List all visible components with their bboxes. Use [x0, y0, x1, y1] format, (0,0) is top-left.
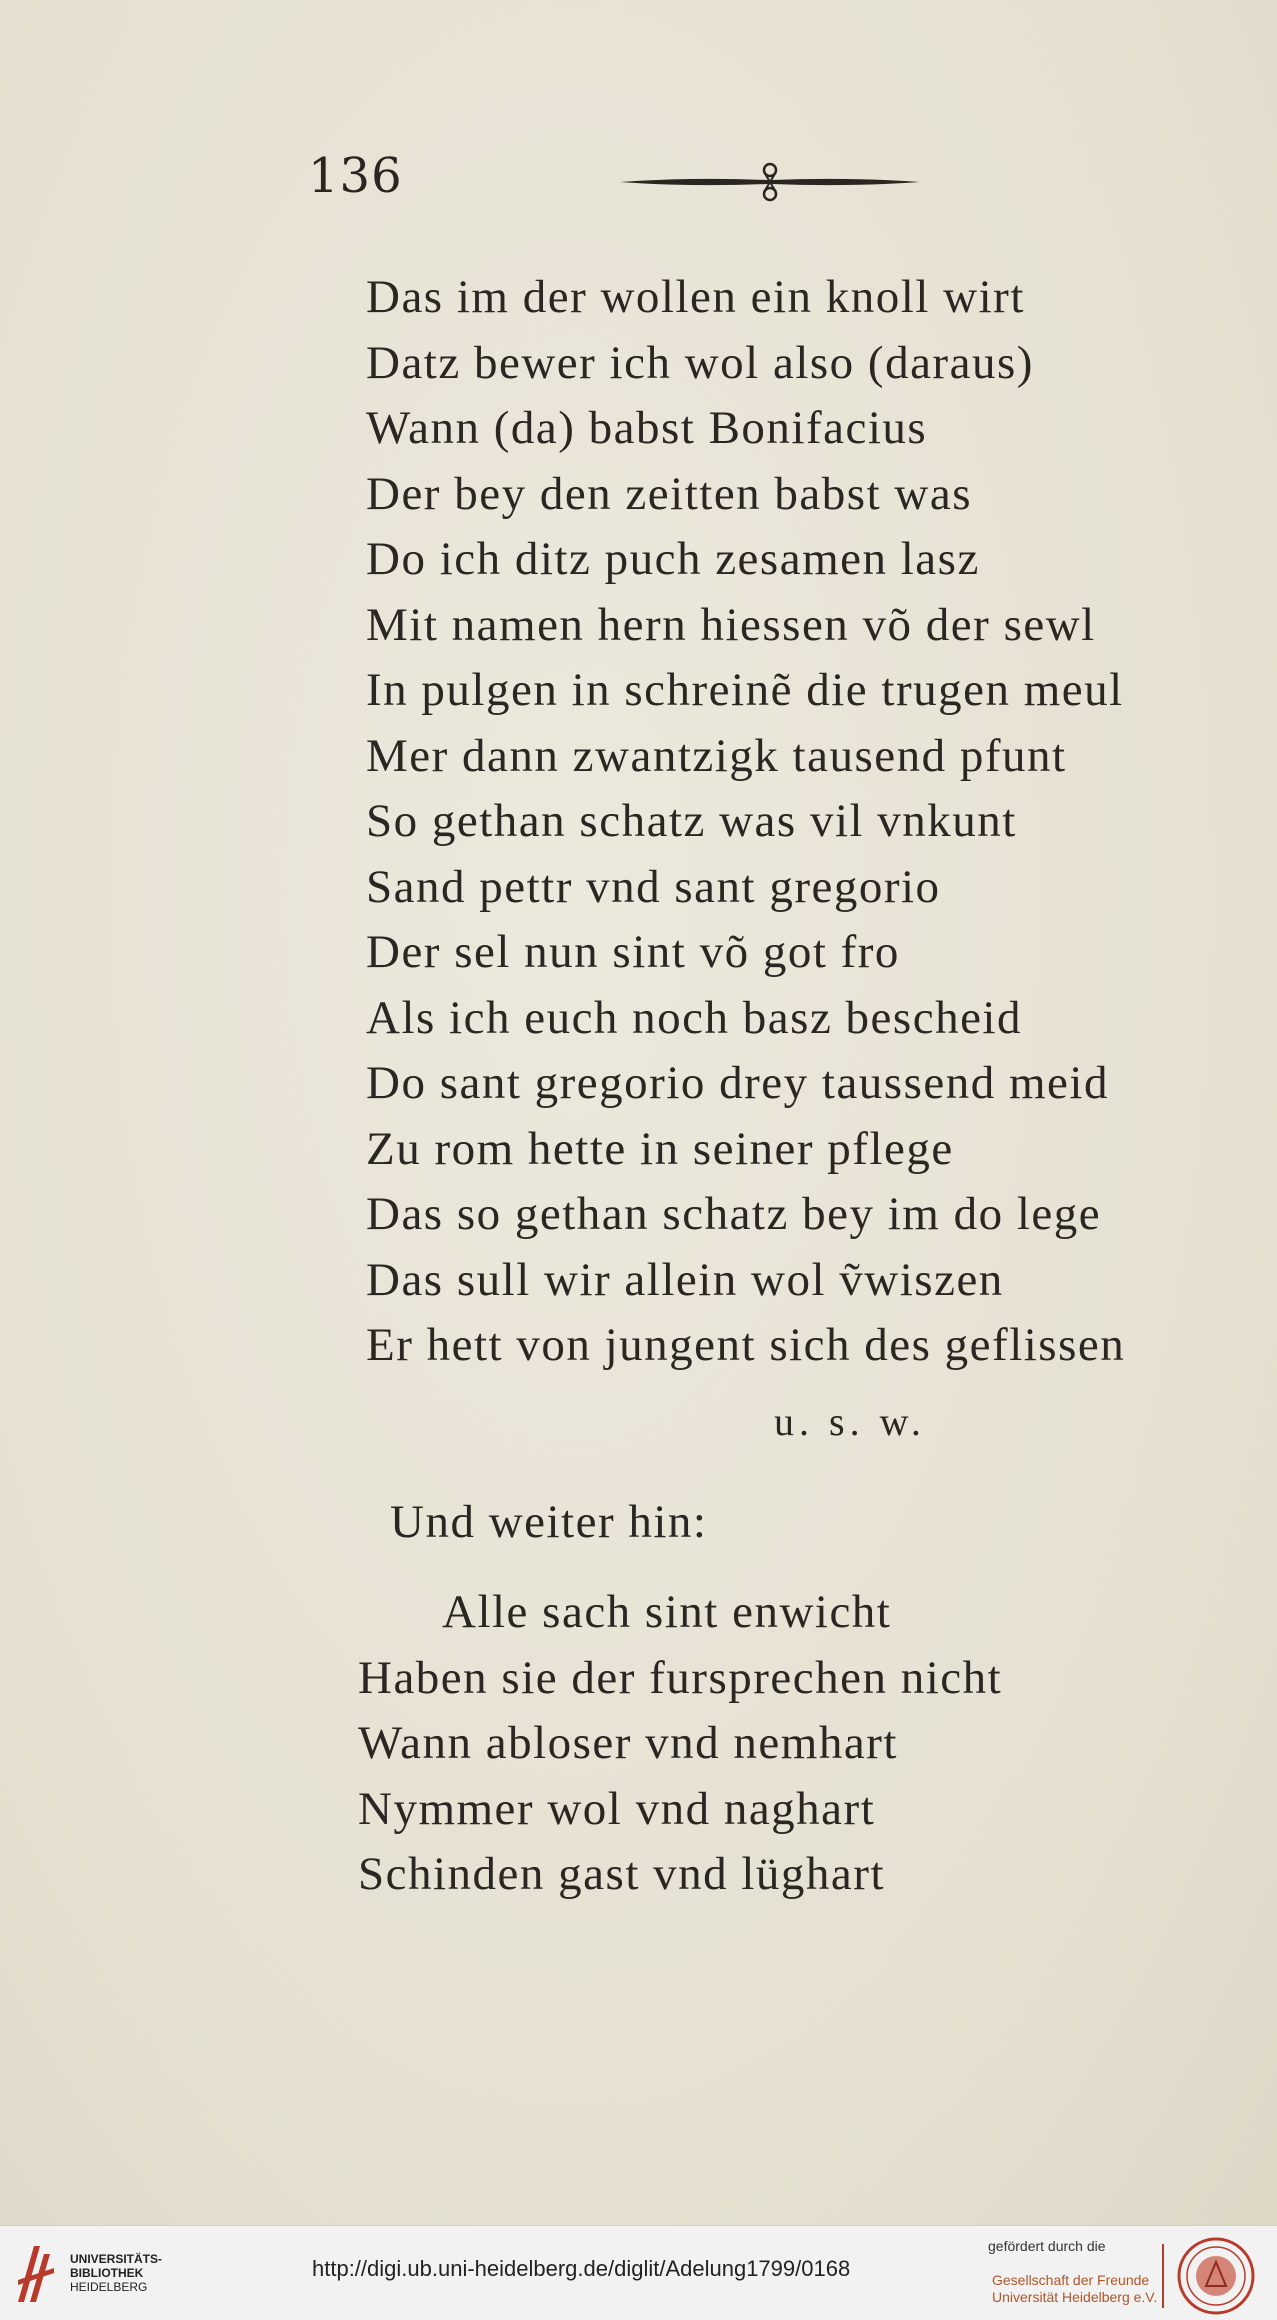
verse-line: Do ich ditz puch zesamen lasz [366, 533, 980, 585]
verse-line: Mit namen hern hiessen võ der sewl [366, 598, 1096, 651]
verse-line: Zu rom hette in seiner pflege [366, 1122, 954, 1175]
sponsor-line: Gesellschaft der Freunde [992, 2272, 1150, 2288]
verse-line: Do sant gregorio drey taussend meid [366, 1057, 1109, 1109]
verse-line: Wann (da) babst Bonifacius [366, 402, 928, 454]
footer-divider [1162, 2244, 1164, 2308]
sponsor-line: Universität Heidelberg e.V. [992, 2289, 1158, 2305]
verse-line: So gethan schatz was vil vnkunt [366, 795, 1017, 847]
verse-line: In pulgen in schreinẽ die trugen meul [366, 664, 1124, 716]
verse-line: Datz bewer ich wol also (daraus) [366, 336, 1034, 389]
verse-line: Sand pettr vnd sant gregorio [366, 860, 941, 913]
verse-line: Als ich euch noch basz bescheid [366, 991, 1022, 1044]
verse-block [366, 265, 1246, 1379]
ornament-rule [620, 160, 920, 204]
usw-abbreviation: u. s. w. [774, 1399, 926, 1444]
library-name[interactable] [70, 2252, 162, 2294]
verse-line: Das so gethan schatz bey im do lege [366, 1188, 1102, 1240]
funded-by-label: gefördert durch die [988, 2238, 1106, 2254]
verse-line: Haben sie der fursprechen nicht [358, 1651, 1003, 1704]
verse-line: Er hett von jungent sich des geflissen [366, 1319, 1126, 1371]
library-logo-icon[interactable] [14, 2240, 58, 2306]
verse-line: Das im der wollen ein knoll wirt [366, 271, 1025, 323]
library-name-line: UNIVERSITÄTS- [70, 2252, 163, 2266]
page-number: 136 [308, 148, 403, 204]
section-heading: Und weiter hin: [390, 1496, 708, 1548]
library-name-line: BIBLIOTHEK [70, 2266, 144, 2280]
verse-line: Schinden gast vnd lüghart [358, 1848, 886, 1900]
verse-line: Mer dann zwantzigk tausend pfunt [366, 729, 1067, 782]
verse-line: Alle sach sint enwicht [442, 1586, 892, 1638]
sponsor-name[interactable] [992, 2272, 1157, 2306]
footer-bar [0, 2225, 1277, 2320]
verse-line: Das sull wir allein wol ṽwiszen [366, 1253, 1004, 1306]
verse-line: Der bey den zeitten babst was [366, 467, 972, 520]
library-name-line: HEIDELBERG [70, 2280, 148, 2294]
permalink-url[interactable]: http://digi.ub.uni-heidelberg.de/diglit/Adelung1799/0168 [312, 2256, 851, 2281]
verse-line: Nymmer wol vnd naghart [358, 1782, 876, 1835]
university-seal-icon [1176, 2236, 1256, 2316]
verse-line: Der sel nun sint võ got fro [366, 926, 900, 978]
verse-block-2 [358, 1580, 1238, 1908]
verse-line: Wann abloser vnd nemhart [358, 1717, 898, 1769]
